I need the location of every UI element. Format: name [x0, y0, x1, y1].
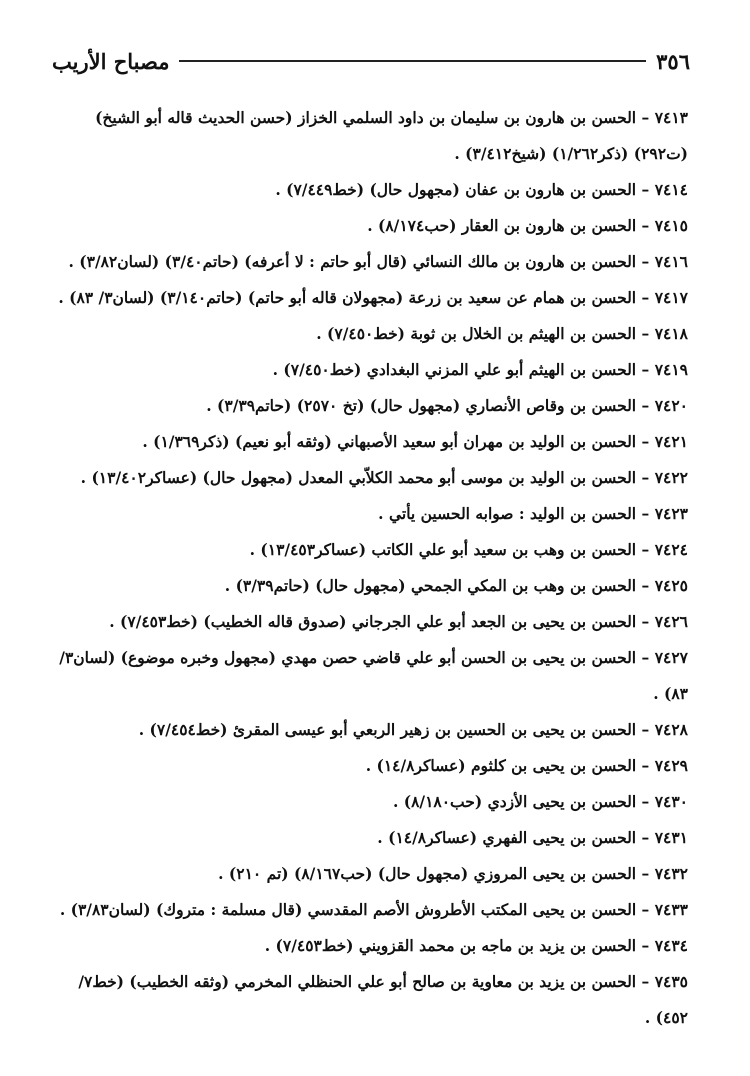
entry-number: ٧٤٢٢	[654, 468, 688, 487]
entry-separator: –	[641, 576, 650, 595]
entry-text: الحسن بن وقاص الأنصاري (مجهول حال) (تخ ٢٥٧٠) (حاتم٣/٣٩) .	[206, 396, 637, 415]
entry-number: ٧٤٣١	[654, 828, 688, 847]
entry-text: الحسن بن يزيد بن ماجه بن محمد القزويني (خط٧/٤٥٣) .	[264, 936, 637, 955]
entry-separator: –	[641, 180, 650, 199]
entry-text: الحسن بن الوليد بن مهران أبو سعيد الأصبهاني (وثقه أبو نعيم) (ذكر١/٣٦٩) .	[142, 432, 637, 451]
entry-number: ٧٤١٧	[654, 288, 688, 307]
list-item	[52, 100, 688, 172]
entry-separator: –	[641, 504, 650, 523]
entry-separator: –	[641, 828, 650, 847]
entry-separator: –	[641, 720, 650, 739]
entry-number: ٧٤٢٤	[654, 540, 688, 559]
entry-separator: –	[641, 972, 650, 991]
list-item	[52, 424, 688, 460]
entry-text: الحسن بن هارون بن العقار (حب٨/١٧٤) .	[367, 216, 637, 235]
entry-number: ٧٤٢٦	[654, 612, 688, 631]
entry-separator: –	[641, 432, 650, 451]
list-item	[52, 388, 688, 424]
entry-text: الحسن بن وهب بن سعيد أبو علي الكاتب (عساكر١٣/٤٥٣) .	[249, 540, 637, 559]
entry-separator: –	[641, 108, 650, 127]
entry-separator: –	[641, 468, 650, 487]
entry-number: ٧٤١٦	[654, 252, 688, 271]
list-item	[52, 208, 688, 244]
entry-number: ٧٤٣٠	[654, 792, 688, 811]
list-item	[52, 892, 688, 928]
entry-separator: –	[641, 540, 650, 559]
entry-text: الحسن بن همام عن سعيد بن زرعة (مجهولان قاله أبو حاتم) (حاتم٣/١٤٠) (لسان٣/ ٨٣) .	[58, 288, 637, 307]
entry-text: الحسن بن يحيى المروزي (مجهول حال) (حب٨/١٦٧) (تم ٢١٠) .	[218, 864, 637, 883]
list-item	[52, 244, 688, 280]
entry-number: ٧٤١٥	[654, 216, 688, 235]
page-header	[52, 46, 690, 76]
entry-text: الحسن بن يحيى بن الحسين بن زهير الربعي أبو عيسى المقرئ (خط٧/٤٥٤) .	[138, 720, 637, 739]
list-item	[52, 280, 688, 316]
entry-separator: –	[641, 792, 650, 811]
list-item	[52, 532, 688, 568]
list-item	[52, 568, 688, 604]
entry-text: الحسن بن الوليد بن موسى أبو محمد الكلاّبي المعدل (مجهول حال) (عساكر١٣/٤٠٢) .	[80, 468, 637, 487]
entry-text: الحسن بن هارون بن عفان (مجهول حال) (خط٧/٤٤٩) .	[275, 180, 637, 199]
list-item	[52, 460, 688, 496]
entry-separator: –	[641, 648, 650, 667]
entry-number: ٧٤٣٣	[654, 900, 688, 919]
entry-separator: –	[641, 288, 650, 307]
entry-text: الحسن بن الهيثم أبو علي المزني البغدادي (خط٧/٤٥٠) .	[272, 360, 637, 379]
list-item	[52, 820, 688, 856]
page-number: ٣٥٦	[656, 48, 690, 74]
entry-number: ٧٤٢١	[654, 432, 688, 451]
list-item	[52, 316, 688, 352]
entry-text: الحسن بن الوليد : صوابه الحسين يأتي .	[378, 504, 637, 523]
entry-separator: –	[641, 360, 650, 379]
entry-number: ٧٤٣٤	[654, 936, 688, 955]
list-item	[52, 928, 688, 964]
entry-number: ٧٤١٩	[654, 360, 688, 379]
header-rule	[179, 60, 646, 62]
list-item	[52, 784, 688, 820]
entry-text: الحسن بن هارون بن مالك النسائي (قال أبو حاتم : لا أعرفه) (حاتم٣/٤٠) (لسان٣/٨٢) .	[68, 252, 637, 271]
entry-number: ٧٤٢٣	[654, 504, 688, 523]
entry-number: ٧٤٢٠	[654, 396, 688, 415]
list-item	[52, 964, 688, 1036]
entry-text: الحسن بن يحيى بن الحسن أبو علي قاضي حصن مهدي (مجهول وخبره موضوع) (لسان٣/ ٨٣) .	[59, 648, 688, 703]
list-item	[52, 748, 688, 784]
entry-separator: –	[641, 396, 650, 415]
entry-separator: –	[641, 216, 650, 235]
list-item	[52, 856, 688, 892]
entry-number: ٧٤٣٥	[654, 972, 688, 991]
entry-separator: –	[641, 756, 650, 775]
entry-number: ٧٤٢٧	[654, 648, 688, 667]
list-item	[52, 712, 688, 748]
list-item	[52, 496, 688, 532]
entry-number: ٧٤٣٢	[654, 864, 688, 883]
list-item	[52, 352, 688, 388]
entry-number: ٧٤٢٨	[654, 720, 688, 739]
entry-text: الحسن بن يحيى الفهري (عساكر١٤/٨) .	[377, 828, 637, 847]
entry-separator: –	[641, 252, 650, 271]
book-title: مصباح الأريب	[52, 48, 170, 74]
entry-number: ٧٤١٨	[654, 324, 688, 343]
entry-number: ٧٤٢٥	[654, 576, 688, 595]
entry-number: ٧٤١٤	[654, 180, 688, 199]
entry-number: ٧٤١٣	[654, 108, 688, 127]
entry-separator: –	[641, 864, 650, 883]
entry-text: الحسن بن الهيثم بن الخلال بن ثوبة (خط٧/٤٥٠) .	[316, 324, 637, 343]
entry-text: الحسن بن وهب بن المكي الجمحي (مجهول حال) (حاتم٣/٣٩) .	[224, 576, 637, 595]
entry-text: الحسن بن يحيى بن كلثوم (عساكر١٤/٨) .	[365, 756, 637, 775]
entry-number: ٧٤٢٩	[654, 756, 688, 775]
entry-text: الحسن بن يحيى الأزدي (حب٨/١٨٠) .	[392, 792, 637, 811]
entry-separator: –	[641, 900, 650, 919]
list-item	[52, 172, 688, 208]
list-item	[52, 640, 688, 712]
list-item	[52, 604, 688, 640]
entry-separator: –	[641, 324, 650, 343]
entries-list	[52, 100, 688, 1036]
entry-text: الحسن بن يزيد بن معاوية بن صالح أبو علي الحنظلي المخرمي (وثقه الخطيب) (خط٧/ ٤٥٢) .	[78, 972, 688, 1027]
entry-separator: –	[641, 936, 650, 955]
entry-text: الحسن بن هارون بن سليمان بن داود السلمي الخزاز (حسن الحديث قاله أبو الشيخ) (ت٢٩٢) (ذكر١/٢٦٢) (شيخ٣/٤١٢) .	[95, 108, 688, 163]
entry-separator: –	[641, 612, 650, 631]
entry-text: الحسن بن يحيى بن الجعد أبو علي الجرجاني (صدوق قاله الخطيب) (خط٧/٤٥٣) .	[109, 612, 637, 631]
entry-text: الحسن بن يحيى المكتب الأطروش الأصم المقدسي (قال مسلمة : متروك) (لسان٣/٨٣) .	[59, 900, 637, 919]
